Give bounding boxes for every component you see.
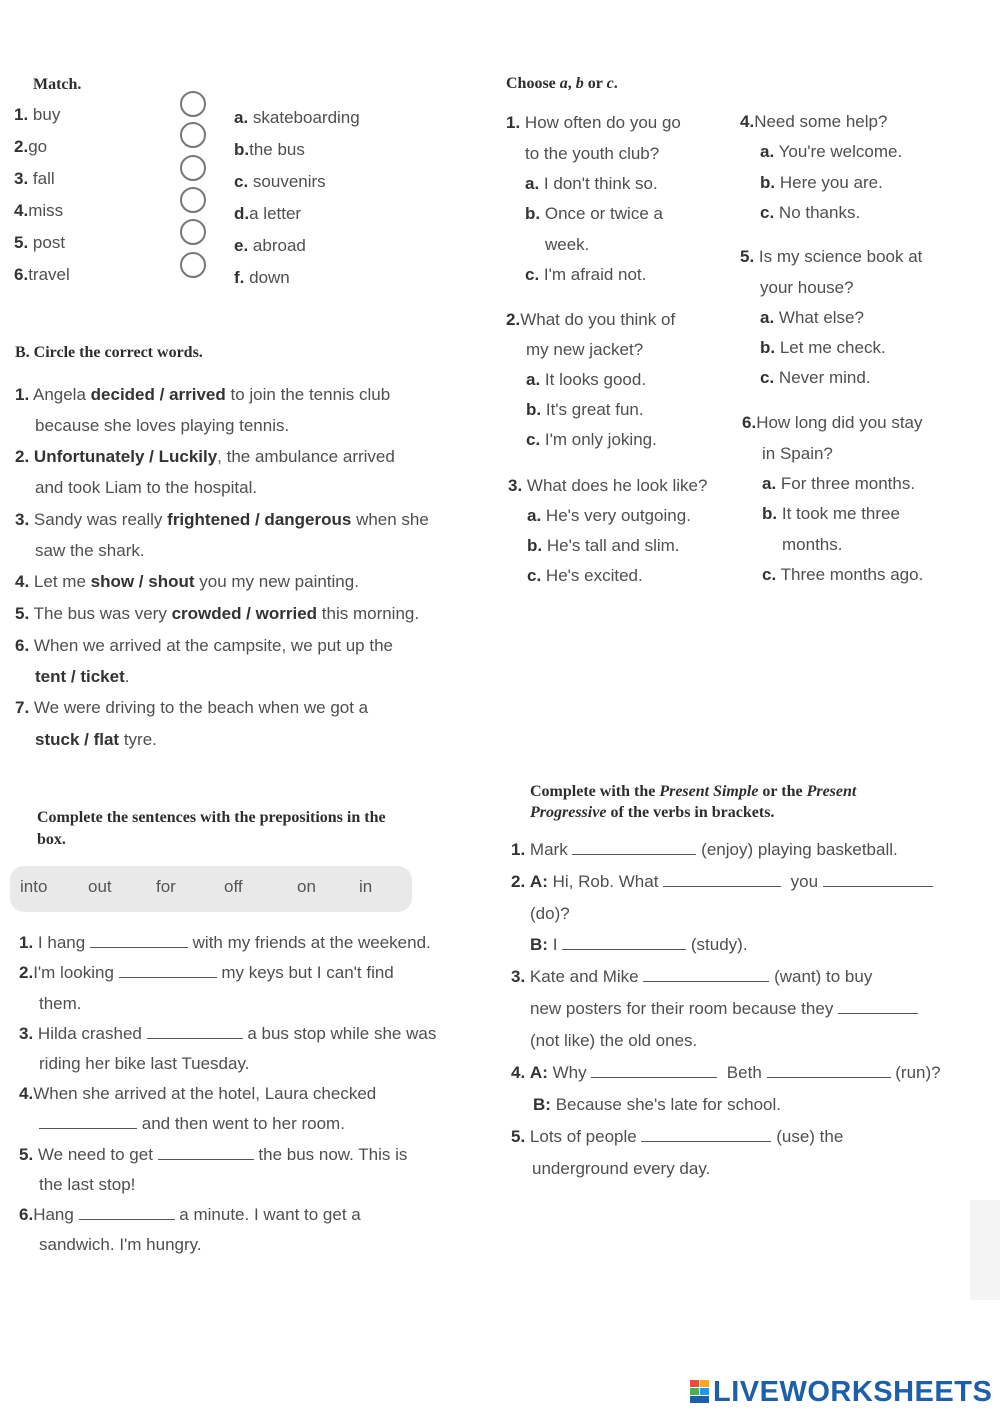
answer-option[interactable]: b. He's tall and slim.	[527, 536, 680, 555]
word-choice[interactable]: show / shout	[90, 572, 195, 591]
word-box-item: out	[88, 877, 112, 896]
list-item: c. souvenirs	[234, 172, 326, 191]
word-box-item: in	[359, 877, 373, 896]
match-title: Match.	[33, 76, 82, 93]
answer-option[interactable]: a. I don't think so.	[525, 174, 658, 193]
question-5: 5. Is my science book at	[740, 247, 923, 266]
sentence-continuation: sandwich. I'm hungry.	[39, 1235, 202, 1254]
liveworksheets-logo: LIVEWORKSHEETS	[690, 1376, 992, 1409]
blank-input[interactable]	[39, 1114, 137, 1129]
blank-input[interactable]	[158, 1145, 254, 1160]
answer-option[interactable]: c. I'm afraid not.	[525, 265, 647, 284]
word-choice[interactable]: Unfortunately / Luckily	[33, 447, 218, 466]
word-choice[interactable]: crowded / worried	[171, 604, 318, 623]
question-2: 2.What do you think of	[506, 310, 676, 329]
tenses-title-continuation: Progressive of the verbs in brackets.	[530, 804, 775, 821]
scan-shadow	[970, 1200, 1000, 1300]
sentence-continuation: and then went to her room.	[39, 1114, 345, 1134]
question-continuation: your house?	[760, 278, 854, 297]
circle-sentence-5: 5. The bus was very crowded / worried this morning.	[15, 604, 420, 623]
list-item: a. skateboarding	[234, 108, 360, 127]
question-3: 3. What does he look like?	[508, 476, 708, 495]
sentence-continuation: stuck / flat tyre.	[35, 730, 157, 749]
answer-option[interactable]: a. It looks good.	[526, 370, 647, 389]
prep-sentence-6: 6.Hang a minute. I want to get a	[19, 1205, 361, 1224]
question-continuation: to the youth club?	[525, 144, 660, 163]
match-circle-input[interactable]	[180, 252, 206, 278]
blank-input[interactable]	[572, 840, 696, 855]
prep-sentence-1: 1. I hang with my friends at the weekend.	[19, 933, 431, 952]
word-box-item: for	[156, 877, 176, 896]
word-box	[10, 866, 412, 912]
blank-input[interactable]	[119, 963, 217, 978]
answer-option[interactable]: c. No thanks.	[760, 203, 861, 222]
sentence-continuation: the last stop!	[39, 1175, 136, 1194]
word-box-item: on	[297, 877, 316, 896]
list-item: f. down	[234, 268, 290, 287]
blank-input[interactable]	[591, 1063, 717, 1078]
blank-input[interactable]	[641, 1127, 771, 1142]
sentence-continuation: tent / ticket.	[35, 667, 130, 686]
list-item: 2.go	[14, 137, 48, 156]
sentence-continuation: underground every day.	[532, 1159, 711, 1178]
sentence-continuation: (do)?	[530, 904, 570, 923]
match-circle-input[interactable]	[180, 91, 206, 117]
answer-option[interactable]: c. Three months ago.	[762, 565, 924, 584]
list-item: 1. buy	[14, 105, 61, 124]
list-item: 4.miss	[14, 201, 64, 220]
word-box-item: into	[20, 877, 48, 896]
circle-title: B. Circle the correct words.	[15, 344, 203, 361]
answer-option[interactable]: a. You're welcome.	[760, 142, 903, 161]
circle-sentence-1: 1. Angela decided / arrived to join the tennis club	[15, 385, 391, 404]
word-choice[interactable]: frightened / dangerous	[167, 510, 352, 529]
sentence-continuation: riding her bike last Tuesday.	[39, 1054, 250, 1073]
word-choice[interactable]: tent / ticket	[35, 667, 125, 686]
prep-sentence-5: 5. We need to get the bus now. This is	[19, 1145, 408, 1164]
tense-sentence-1: 1. Mark (enjoy) playing basketball.	[511, 840, 898, 859]
choose-title: Choose a, b or c.	[506, 75, 618, 92]
circle-sentence-3: 3. Sandy was really frightened / dangerous when she	[15, 510, 429, 529]
sentence-continuation: B: Because she's late for school.	[533, 1095, 782, 1114]
question-continuation: my new jacket?	[526, 340, 644, 359]
question-4: 4.Need some help?	[740, 112, 888, 131]
answer-option[interactable]: b. It took me three	[762, 504, 900, 523]
question-1: 1. How often do you go	[506, 113, 681, 132]
answer-option[interactable]: c. I'm only joking.	[526, 430, 657, 449]
prepositions-title-continuation: box.	[37, 831, 66, 848]
answer-continuation: week.	[545, 235, 590, 254]
list-item: b.the bus	[234, 140, 305, 159]
match-circle-input[interactable]	[180, 122, 206, 148]
prep-sentence-4: 4.When she arrived at the hotel, Laura checked	[19, 1084, 377, 1103]
blank-input[interactable]	[147, 1024, 243, 1039]
sentence-continuation: them.	[39, 994, 82, 1013]
list-item: 3. fall	[14, 169, 55, 188]
sentence-continuation: new posters for their room because they	[530, 999, 918, 1019]
answer-option[interactable]: b. Let me check.	[760, 338, 886, 357]
sentence-continuation: (not like) the old ones.	[530, 1031, 698, 1050]
prep-sentence-2: 2.I'm looking my keys but I can't find	[19, 963, 394, 982]
logo-mark-icon	[690, 1380, 710, 1404]
tenses-title: Complete with the Present Simple or the Present	[530, 783, 857, 800]
list-item: 5. post	[14, 233, 66, 252]
blank-input[interactable]	[663, 872, 781, 887]
answer-option[interactable]: a. He's very outgoing.	[527, 506, 691, 525]
blank-input[interactable]	[643, 967, 769, 982]
sentence-continuation: because she loves playing tennis.	[35, 416, 290, 435]
tense-sentence-5: 5. Lots of people (use) the	[511, 1127, 844, 1146]
circle-sentence-7: 7. We were driving to the beach when we got a	[15, 698, 369, 717]
sentence-continuation: B: I (study).	[530, 935, 748, 954]
question-6: 6.How long did you stay	[742, 413, 923, 432]
word-choice[interactable]: decided / arrived	[90, 385, 226, 404]
sentence-continuation: saw the shark.	[35, 541, 145, 560]
answer-option[interactable]: b. Once or twice a	[525, 204, 663, 223]
circle-sentence-4: 4. Let me show / shout you my new painting.	[15, 572, 359, 591]
match-circle-input[interactable]	[180, 219, 206, 245]
tense-sentence-3: 3. Kate and Mike (want) to buy	[511, 967, 873, 986]
word-choice[interactable]: stuck / flat	[35, 730, 120, 749]
blank-input[interactable]	[838, 999, 918, 1014]
word-box-item: off	[224, 877, 243, 896]
answer-option[interactable]: a. What else?	[760, 308, 864, 327]
answer-option[interactable]: b. It's great fun.	[526, 400, 644, 419]
answer-option[interactable]: c. He's excited.	[527, 566, 643, 585]
list-item: e. abroad	[234, 236, 306, 255]
prepositions-title: Complete the sentences with the prepositions in the	[37, 809, 386, 826]
blank-input[interactable]	[79, 1205, 175, 1220]
list-item: 6.travel	[14, 265, 70, 284]
list-item: d.a letter	[234, 204, 302, 223]
prep-sentence-3: 3. Hilda crashed a bus stop while she was	[19, 1024, 437, 1043]
answer-option[interactable]: a. For three months.	[762, 474, 916, 493]
circle-sentence-2: 2. Unfortunately / Luckily, the ambulance arrived	[15, 447, 395, 466]
match-circle-input[interactable]	[180, 187, 206, 213]
blank-input[interactable]	[562, 935, 686, 950]
circle-sentence-6: 6. When we arrived at the campsite, we put up the	[15, 636, 393, 655]
blank-input[interactable]	[767, 1063, 891, 1078]
tense-sentence-4: 4. A: Why Beth (run)?	[511, 1063, 941, 1082]
answer-option[interactable]: c. Never mind.	[760, 368, 871, 387]
answer-continuation: months.	[782, 535, 843, 554]
answer-option[interactable]: b. Here you are.	[760, 173, 883, 192]
blank-input[interactable]	[90, 933, 188, 948]
question-continuation: in Spain?	[762, 444, 833, 463]
blank-input[interactable]	[823, 872, 933, 887]
sentence-continuation: and took Liam to the hospital.	[35, 478, 258, 497]
tense-sentence-2: 2. A: Hi, Rob. What you	[511, 872, 933, 892]
match-circle-input[interactable]	[180, 155, 206, 181]
